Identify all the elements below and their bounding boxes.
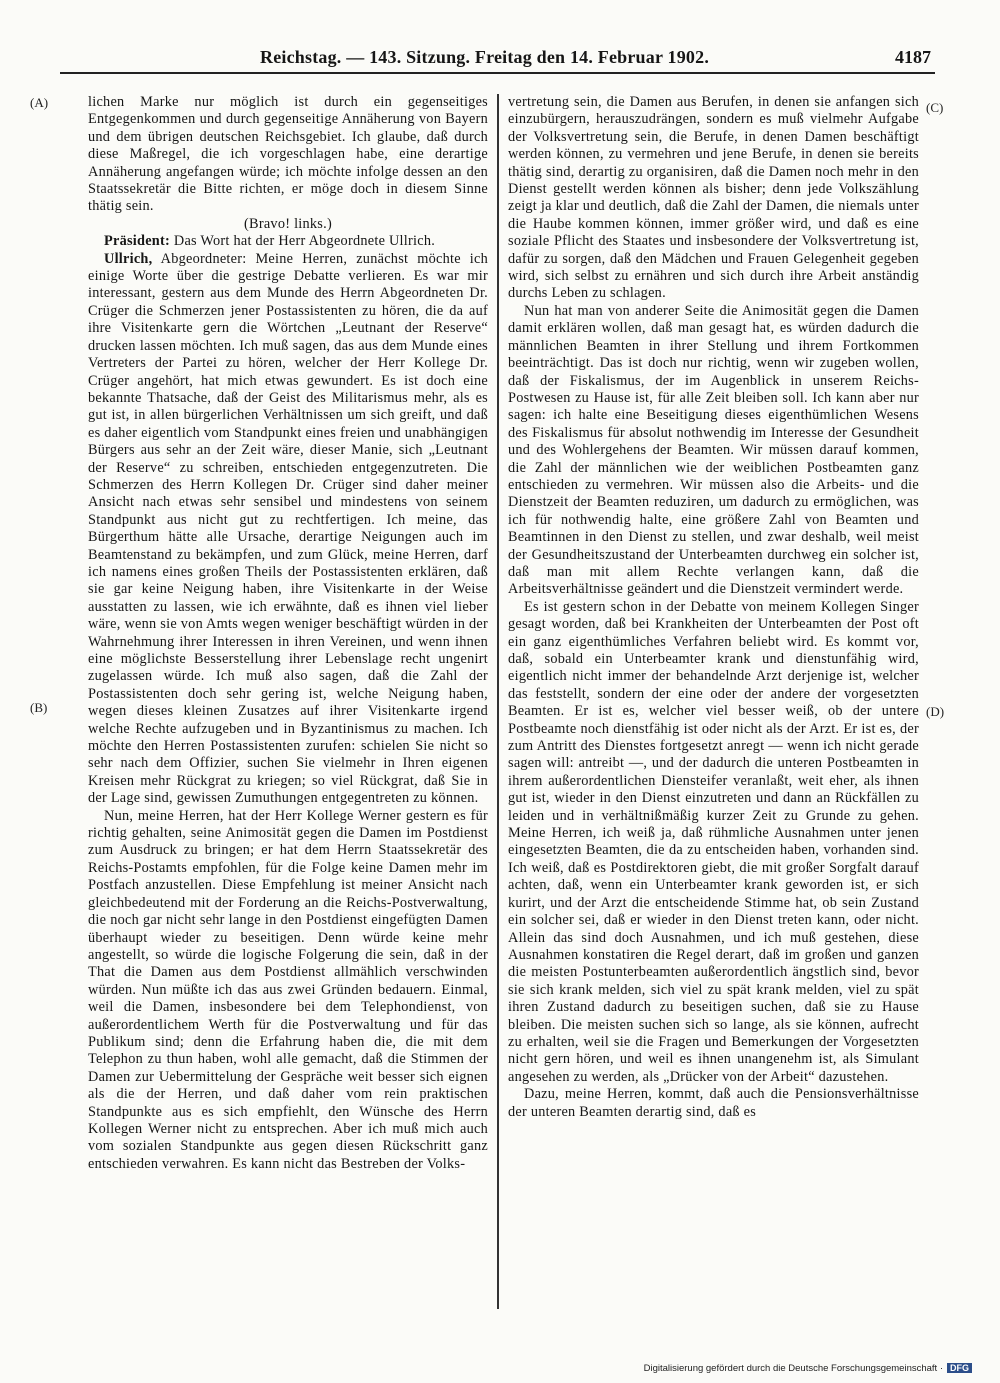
speaker-name: Ullrich, bbox=[104, 250, 153, 267]
paragraph: Es ist gestern schon in der Debatte von meinem Kollegen Singer gesagt worden, daß bei Krankheiten der Unterbeamten der Post oft ein ganz eigenthümliches Verfahren beliebt wird. Es kommt vor, daß, sobald ein Unterbeamter krank und dienstunfähig wird, eigentlich nicht immer der behandelnde Arzt derjenige ist, welcher das feststellt, sondern der eine oder der andere der vorgesetzten Beamten. Er ist es, welcher viel besser weiß, ob der untere Postbeamte noch dienstfähig ist oder nicht als der Arzt. Er ist es, der zum Antritt des Dienstes fortgesetzt anregt — wenn ich nicht gerade sagen will: antreibt —, und der dadurch die unteren Postbeamten in ihrem außerordentlichen Diensteifer veranlaßt, weit eher, als ihnen gut ist, wieder in den Dienst einzutreten und dann an Rückfällen zu leiden und in verhältnißmäßig kurzer Zeit zu Grunde zu gehen. Meine Herren, ich weiß ja, daß rühmliche Ausnahmen unter jenen eingesetzten Beamten, die da zu entscheiden haben, vorhanden sind. Ich weiß, daß es Postdirektoren giebt, die mit großer Sorgfalt darauf achten, daß, wenn ein Unterbeamter krank geworden ist, er sich kurirt, und der Arzt die entscheidende Stimme hat, ob sein Zustand ein solcher sei, daß er wieder in den Dienst treten kann, oder nicht. Allein das sind doch Ausnahmen, und ich muß gestehen, diese Ausnahmen konstatiren die Regel derart, daß im großen und ganzen die meisten Postunterbeamten außerordentlich ängstlich sind, bevor sie sich krank melden, sich viel zu spät krank melden, viel zu spät ihren Zustand dadurch zu beseitigen suchen, daß sie zu Hause bleiben. Die meisten suchen sich so lange, als sie können, aufrecht zu erhalten, weil sie die Fragen und Bemerkungen der Vorgesetzten nicht gern hören, und weil es ihnen unangenehm ist, als Simulant angesehen zu werden, als „Drücker von der Arbeit“ dazustehen. bbox=[508, 598, 919, 1085]
margin-mark-c: (C) bbox=[926, 100, 944, 115]
paragraph: Dazu, meine Herren, kommt, daß auch die Pensionsverhältnisse der unteren Beamten derartig sind, daß es bbox=[508, 1086, 919, 1120]
paragraph: Nun hat man von anderer Seite die Animosität gegen die Damen damit erklären wollen, daß man gesagt hat, es würden dadurch die männlichen Beamten in ihrer Stellung und ihrem Fortkommen beeinträchtigt. Das ist doch nur richtig, wenn wir zugeben wollen, daß der Fiskalismus, der im Augenblick in unserem Reichs-Postwesen zu Hause ist, für alle Zeit bleiben soll. Ich kann aber nur sagen: ich halte eine Beseitigung dieses eigenthümlichen Wesens des Fiskalismus für absolut nothwendig im Interesse der Gesundheit und des Wohlergehens der Beamten. Wir müssen darauf kommen, die Zahl der männlichen wie der weiblichen Postbeamten ganz entschieden zu vermehren. Wir müssen also die Arbeits- und die Dienstzeit der Beamten reduziren, um dadurch zu ermöglichen, was ich für nothwendig halte, eine größere Zahl von Beamten und Beamtinnen in den Dienst zu stellen, und zwar deshalb, weil meist der Gesundheitszustand der Unterbeamten durchweg ein solcher ist, daß man mit allem Rechte verlangen kann, daß die Arbeitsverhältnisse geändert und die Dienstzeit vermindert werde. bbox=[508, 302, 919, 598]
header-title: Reichstag. — 143. Sitzung. Freitag den 14. Februar 1902. bbox=[260, 47, 710, 67]
paragraph: lichen Marke nur möglich ist durch ein gegenseitiges Entgegenkommen und durch gegenseitige Annäherung von Bayern und dem übrigen deutschen Reichsgebiet. Ich glaube, daß durch diese Maßregel, die ich vorgeschlagen habe, eine derartige Annäherung angefangen würde; ich möchte infolge dessen an den Staatssekretär die Bitte richten, er möge doch in diesem Sinne thätig sein. bbox=[88, 94, 488, 215]
page-number: 4187 bbox=[895, 47, 931, 67]
applause-note: (Bravo! links.) bbox=[244, 215, 332, 232]
column-divider bbox=[497, 94, 499, 1309]
margin-mark-a: (A) bbox=[30, 95, 49, 110]
paragraph: Nun, meine Herren, hat der Herr Kollege Werner gestern es für richtig gehalten, seine Animosität gegen die Damen im Postdienst zum Ausdruck zu bringen; er hat dem Herrn Staatssekretär des Reichs-Postamts empfohlen, für die Folge keine Damen mehr im Postfach anzustellen. Diese Empfehlung ist meiner Ansicht nach gleichbedeutend mit der Forderung an die Reichs-Postverwaltung, die noch gar nicht sehr lange in den Postdienst eingefügten Damen überhaupt wieder zu beseitigen. Denn würde keine mehr angestellt, so würde die logische Folgerung die sein, daß in der That die Damen aus dem Postdienst allmählich verschwinden würden. Nun müßte ich das aus zwei Gründen bedauern. Einmal, weil die Damen, insbesondere bei dem Telephondienst, von außerordentlichem Werth für die Postverwaltung und für das Publikum sind; denn die Erfahrung haben die, die mit dem Telephon zu thun haben, wohl alle gemacht, daß die Stimmen der Damen zur Uebermittelung der Gespräche weit besser sich eignen als die der Herren, und daß daher vom rein praktischen Standpunkte aus es sich empfiehlt, den Wünsche des Herrn Kollegen Werner nicht zu entsprechen. Aber ich muß mich auch vom sozialen Standpunkte aus gegen diesen Rückschritt ganz entschieden verwahren. Es kann nicht das Bestreben der Volks- bbox=[88, 807, 488, 1172]
speaker-name: Präsident: bbox=[104, 233, 171, 250]
dfg-logo: DFG bbox=[947, 1363, 972, 1373]
speech-text: Abgeordneter: Meine Herren, zunächst möchte ich einige Worte über die gestrige Debatte verlieren. Es war mir interessant, gestern aus dem Munde des Herrn Abgeordneten Dr. Crüger die Schmerzen jener Postassistenten zu hören, die da auf ihre Visitenkarte gern die Wörtchen „Leutnant der Reserve“ drucken lassen möchten. Ich muß sagen, das aus dem Munde eines Vertreters der Partei zu hören, welcher der Herr Kollege Dr. Crüger angehört, hat mich etwas gewundert. Es ist doch eine bekannte Thatsache, daß der Geist des Militarismus mehr, als es gut ist, in allen bürgerlichen Verhältnissen um sich greift, und daß es daher eigentlich vom Standpunkt eines freien und unabhängigen Bürgers aus sehr an der Zeit wäre, dieser Manie, sich „Leutnant der Reserve“ zu schreiben, entschieden entgegenzutreten. Die Schmerzen des Herrn Kollegen Dr. Crüger sind daher meiner Ansicht nach etwas sehr sensibel und mindestens von seinem Standpunkt aus nicht gut zu rechtfertigen. Ich meine, das Bürgerthum hätte alle Ursache, derartige Neigungen auch im Beamtenstand zu bekämpfen, und zum Glück, meine Herren, darf ich namens eines großen Theils der Postassistenten erklären, daß sie gar keine Neigung haben, ihre Visitenkarte in der Weise ausstatten zu lassen, wie ich erwähnte, daß es ihnen viel lieber wäre, wenn sie von Amts wegen weniger beschäftigt würden in der Wahrnehmung ihrer Interessen in ihren Vereinen, und wenn ihnen eine möglichste Besserstellung ihrer Lebenslage recht ungenirt zugelassen würde. Ich muß also sagen, daß die Zahl der Postassistenten doch sehr gering ist, welche Neigung haben, wegen dieses kleinen Zusatzes auf ihrer Visitenkarte irgend welche Rechte aufzugeben und in Byzantinismus zu machen. Ich möchte den Herren Postassistenten zurufen: schielen Sie nicht so sehr nach dem Offizier, suchen Sie vielmehr in Ihren eigenen Kreisen mehr Rückgrat zu kriegen; so viel Rückgrat, daß Sie in der Lage sind, gewissen Zumuthungen entgegentreten zu können. bbox=[88, 250, 488, 807]
paragraph: vertretung sein, die Damen aus Berufen, in denen sie anfangen sich einzubürgern, herauszudrängen, sondern es muß vielmehr Aufgabe der Volksvertretung sein, die Berufe, in denen Damen beschäftigt werden können, zu vermehren und jene Berufe, in denen sie bereits thätig sind, derartig zu organisiren, daß die Damen noch mehr in den Dienst gestellt werden können als bisher; denn jede Volkszählung zeigt ja klar und deutlich, daß die Zahl der Damen, die niemals unter die Haube kommen können, immer größer wird, und daß es eine soziale Pflicht des Staates und insbesondere der Volksvertretung ist, dafür zu sorgen, daß den Mädchen und Frauen Gelegenheit gegeben wird, sich selbst zu ernähren und sich durch ihre Arbeit anständig durchs Leben zu schlagen. bbox=[508, 94, 919, 302]
paragraph-ullrich bbox=[88, 251, 488, 808]
margin-mark-b: (B) bbox=[30, 700, 48, 715]
paragraph-president bbox=[88, 233, 488, 250]
running-header bbox=[60, 46, 935, 74]
margin-mark-d: (D) bbox=[926, 704, 945, 719]
speech-text: Das Wort hat der Herr Abgeordnete Ullrich. bbox=[170, 233, 436, 250]
right-column bbox=[508, 94, 919, 1121]
digitization-footer bbox=[644, 1363, 972, 1374]
footer-text: Digitalisierung gefördert durch die Deutsche Forschungsgemeinschaft · bbox=[643, 1363, 943, 1374]
left-column bbox=[88, 94, 488, 1173]
